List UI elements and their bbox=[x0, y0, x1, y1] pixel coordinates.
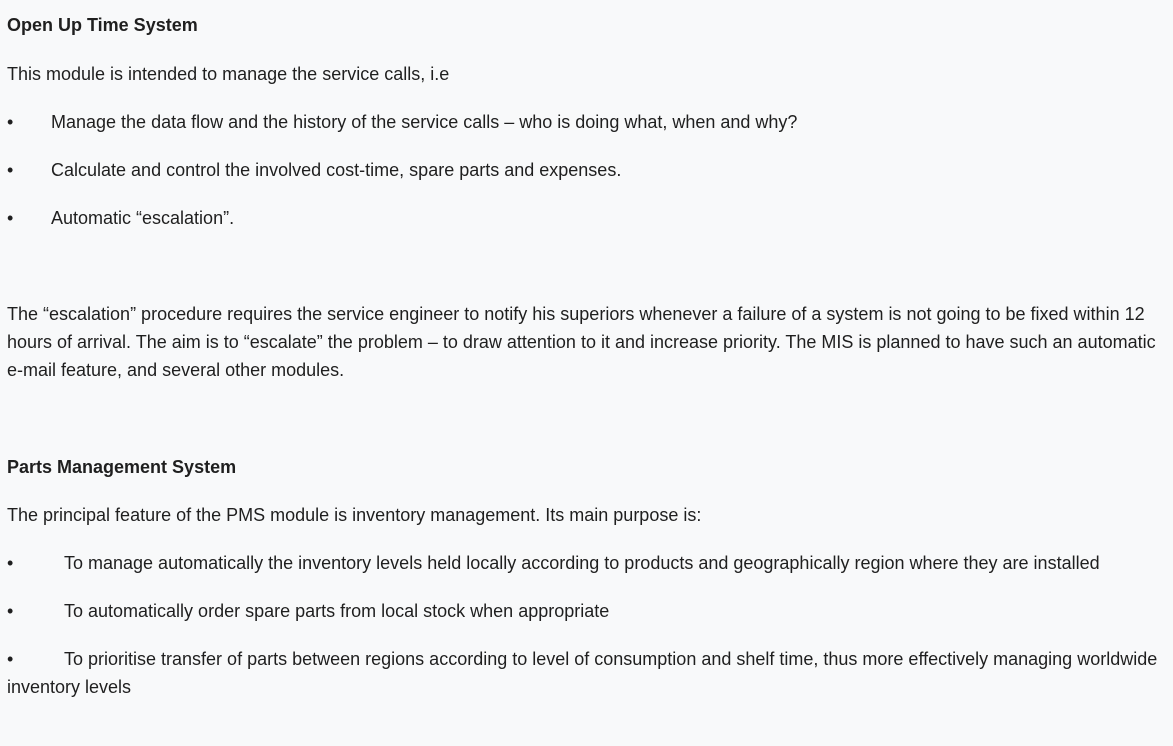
bullet-icon: • bbox=[7, 553, 14, 573]
bullet-icon: • bbox=[7, 601, 14, 621]
list-item bbox=[7, 549, 1100, 577]
list-item-text: To prioritise transfer of parts between regions according to level of consumption and shelf time, thus more effectively managing worldwide inventory levels bbox=[7, 649, 1158, 697]
list-item-text: Manage the data flow and the history of the service calls – who is doing what, when and why? bbox=[51, 112, 798, 132]
list-item-text: To automatically order spare parts from local stock when appropriate bbox=[64, 601, 610, 621]
list-item bbox=[7, 645, 1169, 701]
section-title-open-up-time-system: Open Up Time System bbox=[7, 15, 198, 35]
list-item-text: To manage automatically the inventory levels held locally according to products and geographically region where they are installed bbox=[64, 553, 1100, 573]
section2-intro: The principal feature of the PMS module is inventory management. Its main purpose is: bbox=[7, 505, 702, 525]
list-item bbox=[7, 597, 609, 625]
list-item-text: Automatic “escalation”. bbox=[51, 208, 235, 228]
bullet-icon: • bbox=[7, 112, 14, 132]
list-item-text: Calculate and control the involved cost-time, spare parts and expenses. bbox=[51, 160, 622, 180]
bullet-icon: • bbox=[7, 208, 14, 228]
escalation-paragraph: The “escalation” procedure requires the service engineer to notify his superiors whenever a failure of a system is not going to be fixed within 12 hours of arrival. The aim is to “escalate” the problem – to draw attention to it and increase priority. The MIS is planned to have such an automatic e-mail feature, and several other modules. bbox=[7, 304, 1156, 380]
list-item bbox=[7, 156, 621, 184]
list-item bbox=[7, 108, 797, 136]
section-title-parts-management-system: Parts Management System bbox=[7, 457, 237, 477]
section1-intro: This module is intended to manage the service calls, i.e bbox=[7, 64, 450, 84]
list-item bbox=[7, 204, 234, 232]
bullet-icon: • bbox=[7, 649, 14, 669]
bullet-icon: • bbox=[7, 160, 14, 180]
